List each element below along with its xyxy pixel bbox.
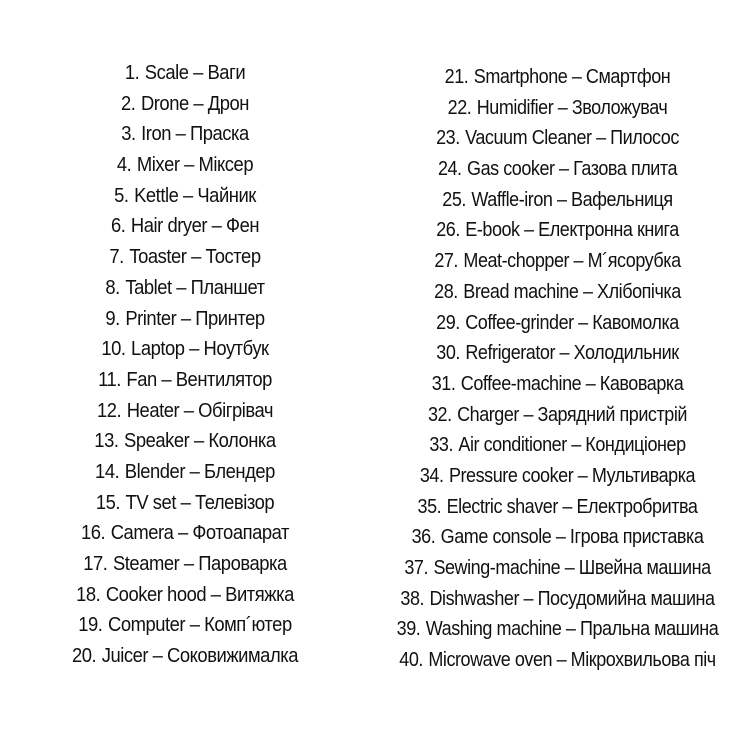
ukrainian-translation: Електробритва xyxy=(576,495,698,518)
entry-number: 14. xyxy=(95,460,120,483)
term-separator: – xyxy=(183,553,194,575)
term-separator: – xyxy=(573,250,584,273)
english-term: Mixer xyxy=(136,154,180,177)
english-term: Camera xyxy=(110,522,174,545)
ukrainian-translation: Кавомолка xyxy=(592,311,679,334)
term-separator: – xyxy=(191,246,201,269)
entry-number: 24. xyxy=(437,158,462,181)
vocabulary-entry xyxy=(15,580,355,611)
vocabulary-entry xyxy=(15,396,355,427)
ukrainian-translation: М´ясорубка xyxy=(587,250,681,273)
vocabulary-entry xyxy=(393,369,722,400)
term-separator: – xyxy=(161,368,172,391)
english-term: Laptop xyxy=(131,338,185,361)
entry-number: 35. xyxy=(417,495,442,518)
vocabulary-entry xyxy=(393,215,722,246)
english-term: Coffee-grinder xyxy=(465,311,574,334)
vocabulary-entry xyxy=(393,553,722,584)
ukrainian-translation: Чайник xyxy=(197,184,256,207)
ukrainian-translation: Хлібопічка xyxy=(597,280,681,303)
term-separator: – xyxy=(189,614,200,637)
ukrainian-translation: Принтер xyxy=(195,307,265,330)
ukrainian-translation: Кондиціонер xyxy=(585,434,686,457)
english-term: Heater xyxy=(126,399,180,422)
vocabulary-entry xyxy=(15,58,355,89)
ukrainian-translation: Ігрова приставка xyxy=(569,526,704,549)
term-separator: – xyxy=(524,219,534,242)
term-separator: – xyxy=(184,154,194,177)
english-term: Pressure cooker xyxy=(448,464,574,487)
entry-number: 32. xyxy=(427,403,452,426)
ukrainian-translation: Ваги xyxy=(207,62,246,84)
english-term: Hair dryer xyxy=(130,215,208,238)
english-term: Vacuum Cleaner xyxy=(465,127,592,150)
ukrainian-translation: Вафельниця xyxy=(571,188,673,211)
term-separator: – xyxy=(556,649,567,672)
vocabulary-entry xyxy=(15,211,355,242)
vocabulary-entry xyxy=(15,334,355,365)
term-separator: – xyxy=(596,127,606,150)
term-separator: – xyxy=(577,464,588,487)
entry-number: 16. xyxy=(80,522,106,545)
entry-number: 22. xyxy=(447,96,472,119)
vocabulary-entry xyxy=(15,273,355,304)
term-separator: – xyxy=(193,430,204,453)
vocabulary-entry xyxy=(15,641,355,672)
term-separator: – xyxy=(178,522,188,545)
ukrainian-translation: Колонка xyxy=(208,430,276,453)
entry-number: 9. xyxy=(105,307,120,330)
vocabulary-entry xyxy=(393,430,722,461)
entry-number: 33. xyxy=(429,434,454,457)
term-separator: – xyxy=(557,96,568,119)
ukrainian-translation: Пароварка xyxy=(198,553,287,575)
entry-number: 38. xyxy=(400,587,425,610)
vocabulary-entry xyxy=(15,150,355,181)
ukrainian-translation: Кавоварка xyxy=(599,372,684,395)
vocabulary-entry xyxy=(15,242,355,273)
vocabulary-entry xyxy=(393,93,722,124)
english-term: Steamer xyxy=(112,553,180,575)
english-term: Tablet xyxy=(125,276,172,299)
vocabulary-entry xyxy=(393,522,722,553)
english-term: Charger xyxy=(457,403,519,426)
ukrainian-translation: Зволожувач xyxy=(571,96,668,119)
entry-number: 17. xyxy=(83,553,108,575)
entry-number: 39. xyxy=(396,618,421,641)
ukrainian-translation: Мультиварка xyxy=(591,464,696,487)
english-term: Coffee-machine xyxy=(460,372,582,395)
english-term: Refrigerator xyxy=(465,342,556,365)
english-term: Juicer xyxy=(101,645,149,668)
ukrainian-translation: Тостер xyxy=(205,246,261,269)
entry-number: 27. xyxy=(434,250,458,273)
entry-number: 7. xyxy=(109,246,124,269)
ukrainian-translation: Обігрівач xyxy=(198,399,273,422)
term-separator: – xyxy=(211,215,222,238)
ukrainian-translation: Пилосос xyxy=(610,127,679,150)
entry-number: 6. xyxy=(110,215,126,238)
english-term: Bread machine xyxy=(463,280,579,303)
vocabulary-entry xyxy=(15,119,355,150)
entry-number: 12. xyxy=(96,399,122,422)
english-term: Smartphone xyxy=(473,66,568,88)
vocabulary-entry xyxy=(393,584,722,615)
ukrainian-translation: Вентилятор xyxy=(175,368,272,391)
ukrainian-translation: Мікрохвильова піч xyxy=(570,649,716,672)
ukrainian-translation: Фотоапарат xyxy=(192,522,289,545)
entry-number: 2. xyxy=(120,92,136,115)
ukrainian-translation: Смартфон xyxy=(585,66,671,88)
english-term: Meat-chopper xyxy=(463,250,570,273)
english-term: Air conditioner xyxy=(458,434,567,457)
vocabulary-entry xyxy=(393,246,722,277)
entry-number: 5. xyxy=(114,184,129,207)
vocabulary-entry xyxy=(15,89,355,120)
ukrainian-translation: Електронна книга xyxy=(538,219,679,242)
vocabulary-entry xyxy=(393,461,722,492)
term-separator: – xyxy=(559,342,570,365)
ukrainian-translation: Міксер xyxy=(198,154,254,177)
term-separator: – xyxy=(182,184,193,207)
term-separator: – xyxy=(523,587,534,610)
term-separator: – xyxy=(189,338,199,361)
ukrainian-translation: Газова плита xyxy=(573,158,678,181)
term-separator: – xyxy=(562,495,572,518)
entry-number: 28. xyxy=(434,280,458,303)
entry-number: 8. xyxy=(105,276,120,299)
vocabulary-entry xyxy=(15,488,355,519)
vocabulary-entry xyxy=(15,426,355,457)
english-term: Printer xyxy=(125,307,177,330)
english-term: Drone xyxy=(140,92,189,115)
entry-number: 21. xyxy=(444,66,469,88)
term-separator: – xyxy=(585,372,596,395)
left-column xyxy=(0,58,370,672)
term-separator: – xyxy=(564,557,575,579)
english-term: Washing machine xyxy=(425,618,562,641)
term-separator: – xyxy=(555,526,566,549)
english-term: Sewing-machine xyxy=(433,557,561,579)
ukrainian-translation: Ноутбук xyxy=(203,338,269,361)
english-term: Blender xyxy=(124,460,185,483)
entry-number: 25. xyxy=(442,188,466,211)
term-separator: – xyxy=(210,583,221,606)
entry-number: 19. xyxy=(78,614,103,637)
entry-number: 20. xyxy=(71,645,97,668)
english-term: Dishwasher xyxy=(429,587,520,610)
english-term: Gas cooker xyxy=(467,158,555,181)
term-separator: – xyxy=(578,311,588,334)
vocabulary-entry xyxy=(15,365,355,396)
term-separator: – xyxy=(193,62,203,84)
term-separator: – xyxy=(152,645,163,668)
vocabulary-entry xyxy=(393,645,722,676)
ukrainian-translation: Комп´ютер xyxy=(204,614,292,637)
entry-number: 37. xyxy=(404,557,429,579)
ukrainian-translation: Витяжка xyxy=(225,583,294,606)
entry-number: 29. xyxy=(436,311,460,334)
vocabulary-entry xyxy=(393,277,722,308)
english-term: Scale xyxy=(144,62,189,84)
english-term: Humidifier xyxy=(476,96,554,119)
vocabulary-entry xyxy=(393,400,722,431)
entry-number: 3. xyxy=(121,123,136,146)
vocabulary-entry xyxy=(15,181,355,212)
ukrainian-translation: Телевізор xyxy=(194,491,275,514)
entry-number: 18. xyxy=(76,583,101,606)
english-term: Electric shaver xyxy=(446,495,558,518)
ukrainian-translation: Праска xyxy=(189,123,249,146)
entry-number: 11. xyxy=(98,368,121,391)
vocabulary-entry xyxy=(15,610,355,641)
ukrainian-translation: Холодильник xyxy=(573,342,679,365)
vocabulary-entry xyxy=(15,457,355,488)
vocabulary-entry xyxy=(393,123,722,154)
english-term: E-book xyxy=(465,219,520,242)
term-separator: – xyxy=(176,276,187,299)
term-separator: – xyxy=(565,618,576,641)
term-separator: – xyxy=(180,491,191,514)
term-separator: – xyxy=(571,66,582,88)
vocabulary-entry xyxy=(393,338,722,369)
ukrainian-translation: Фен xyxy=(226,215,260,238)
english-term: Speaker xyxy=(124,430,190,453)
english-term: Cooker hood xyxy=(105,583,207,606)
term-separator: – xyxy=(175,123,186,146)
vocabulary-entry xyxy=(393,185,722,216)
vocabulary-entry xyxy=(393,62,722,93)
entry-number: 1. xyxy=(124,62,140,84)
vocabulary-entry xyxy=(15,518,355,549)
entry-number: 31. xyxy=(431,372,456,395)
entry-number: 10. xyxy=(101,338,126,361)
term-separator: – xyxy=(571,434,581,457)
english-term: Game console xyxy=(440,526,552,549)
vocabulary-entry xyxy=(393,154,722,185)
vocabulary-entry xyxy=(393,492,722,523)
english-term: Microwave oven xyxy=(428,649,553,672)
english-term: Waffle-iron xyxy=(471,188,553,211)
term-separator: – xyxy=(193,92,204,115)
right-column xyxy=(375,62,740,676)
vocabulary-entry xyxy=(393,308,722,339)
term-separator: – xyxy=(523,403,534,426)
entry-number: 40. xyxy=(399,649,423,672)
ukrainian-translation: Зарядний пристрій xyxy=(537,403,688,426)
entry-number: 30. xyxy=(436,342,460,365)
term-separator: – xyxy=(582,280,593,303)
term-separator: – xyxy=(559,158,569,181)
english-term: Computer xyxy=(107,614,186,637)
entry-number: 15. xyxy=(95,491,121,514)
entry-number: 26. xyxy=(436,219,460,242)
entry-number: 23. xyxy=(436,127,460,150)
entry-number: 36. xyxy=(411,526,436,549)
ukrainian-translation: Пральна машина xyxy=(579,618,719,641)
term-separator: – xyxy=(189,460,200,483)
vocabulary-entry xyxy=(393,614,722,645)
ukrainian-translation: Швейна машина xyxy=(578,557,711,579)
entry-number: 13. xyxy=(94,430,119,453)
entry-number: 4. xyxy=(116,154,132,177)
english-term: Kettle xyxy=(134,184,179,207)
ukrainian-translation: Планшет xyxy=(190,276,265,299)
english-term: Fan xyxy=(126,368,157,391)
term-separator: – xyxy=(183,399,194,422)
term-separator: – xyxy=(556,188,567,211)
ukrainian-translation: Посудомийна машина xyxy=(537,587,715,610)
ukrainian-translation: Соковижималка xyxy=(167,645,299,668)
vocabulary-entry xyxy=(15,304,355,335)
term-separator: – xyxy=(180,307,191,330)
english-term: Toaster xyxy=(129,246,187,269)
entry-number: 34. xyxy=(419,464,444,487)
ukrainian-translation: Дрон xyxy=(207,92,249,115)
ukrainian-translation: Блендер xyxy=(203,460,275,483)
english-term: Iron xyxy=(141,123,172,146)
vocabulary-entry xyxy=(15,549,355,580)
english-term: TV set xyxy=(125,491,176,514)
